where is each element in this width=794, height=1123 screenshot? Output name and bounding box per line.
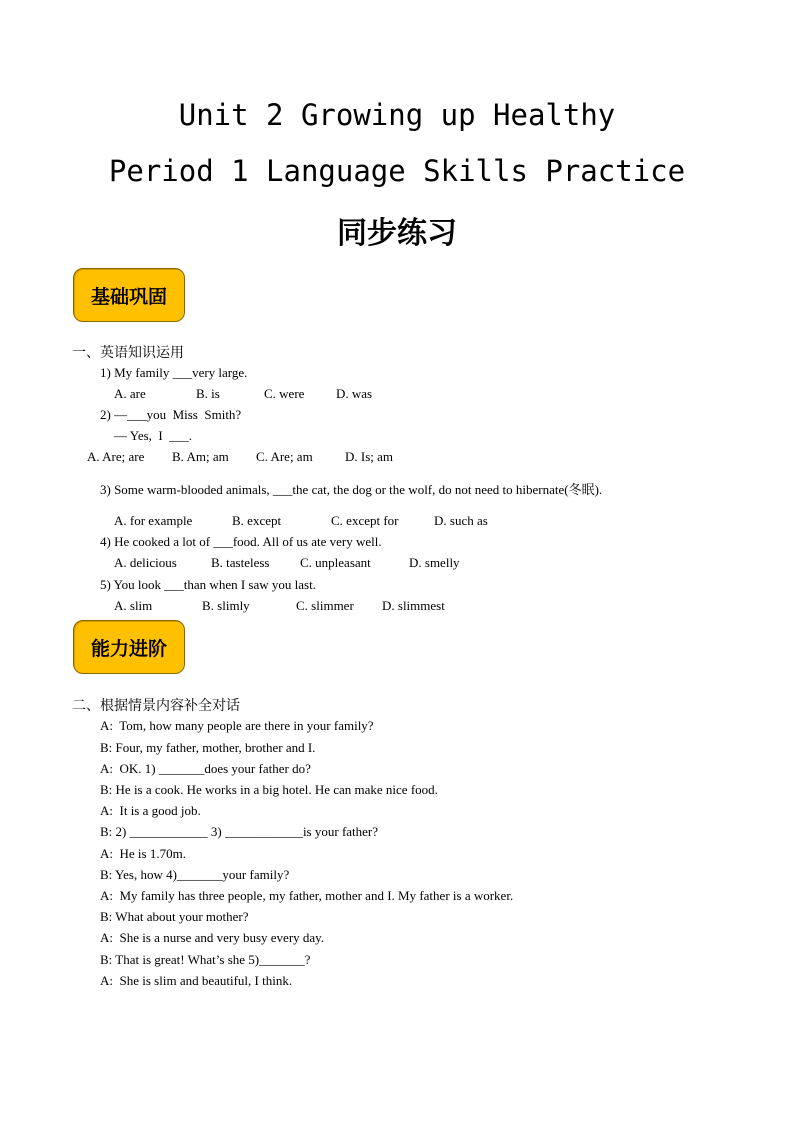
dialogue-line: A: My family has three people, my father, mother and I. My father is a worker. (100, 888, 514, 903)
dialogue-line: A: He is 1.70m. (100, 846, 186, 861)
q3-option-a: A. for example (114, 513, 193, 528)
q4-option-a: A. delicious (114, 555, 177, 570)
q3-stem: 3) Some warm-blooded animals, ___the cat, the dog or the wolf, do not need to hibernate(冬眠). (100, 482, 603, 497)
dialogue-line: A: OK. 1) _______does your father do? (100, 761, 311, 776)
q1-stem: 1) My family ___very large. (100, 365, 248, 380)
dialogue-line: B: 2) ____________ 3) ____________is your father? (100, 824, 379, 839)
q4-option-d: D. smelly (409, 555, 460, 570)
q3-option-d: D. such as (434, 513, 488, 528)
q1-option-d: D. was (336, 386, 373, 401)
dialogue-line: B: What about your mother? (100, 909, 249, 924)
q1-option-c: C. were (264, 386, 305, 401)
q4-option-b: B. tasteless (211, 555, 270, 570)
dialogue-line: A: She is a nurse and very busy every day. (100, 930, 325, 945)
dialogue-line: B: Yes, how 4)_______your family? (100, 867, 290, 882)
q5-option-d: D. slimmest (382, 598, 445, 613)
q4-option-c: C. unpleasant (300, 555, 371, 570)
dialogue-line: A: It is a good job. (100, 803, 201, 818)
q5-option-c: C. slimmer (296, 598, 354, 613)
section1-heading: 一、英语知识运用 (72, 345, 184, 361)
q2-option-b: B. Am; am (172, 449, 229, 464)
q3-option-b: B. except (232, 513, 282, 528)
dialogue-line: B: He is a cook. He works in a big hotel. He can make nice food. (100, 782, 438, 797)
title-unit: Unit 2 Growing up Healthy (178, 98, 616, 132)
badge-advanced: 能力进阶 (73, 620, 185, 674)
q5-option-a: A. slim (114, 598, 153, 613)
dialogue-line: A: She is slim and beautiful, I think. (100, 973, 293, 988)
q1-option-a: A. are (114, 386, 146, 401)
section2-heading: 二、根据情景内容补全对话 (72, 698, 240, 714)
q2-option-d: D. Is; am (345, 449, 394, 464)
q2-stem: 2) —___you Miss Smith? (100, 407, 242, 422)
badge-basic: 基础巩固 (73, 268, 185, 322)
q5-option-b: B. slimly (202, 598, 250, 613)
title-practice: 同步练习 (337, 216, 457, 251)
q1-option-b: B. is (196, 386, 220, 401)
dialogue-line: A: Tom, how many people are there in your family? (100, 718, 374, 733)
dialogue-line: B: Four, my father, mother, brother and I. (100, 740, 316, 755)
title-period: Period 1 Language Skills Practice (108, 154, 686, 188)
q2-option-a: A. Are; are (87, 449, 145, 464)
dialogue-line: B: That is great! What’s she 5)_______? (100, 952, 311, 967)
q5-stem: 5) You look ___than when I saw you last. (100, 577, 316, 592)
q2-option-c: C. Are; am (256, 449, 313, 464)
q2-stem-answer: — Yes, I ___. (114, 428, 193, 443)
q4-stem: 4) He cooked a lot of ___food. All of us ate very well. (100, 534, 382, 549)
q3-option-c: C. except for (331, 513, 399, 528)
